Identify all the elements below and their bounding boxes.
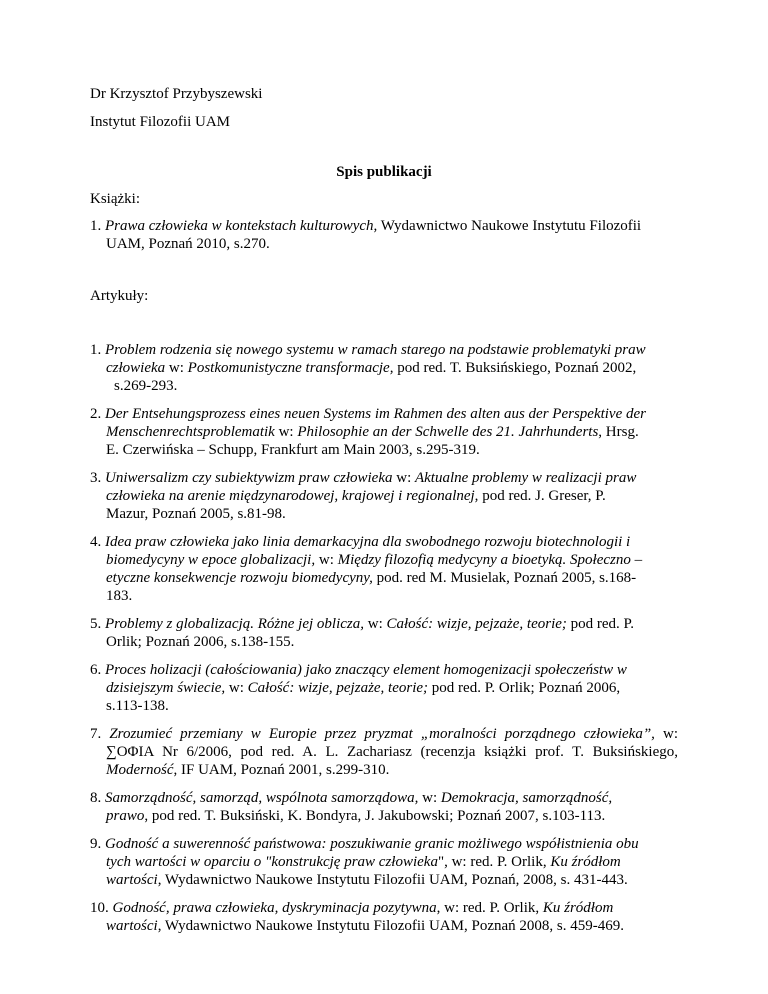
article-3-line-2: człowieka na arenie międzynarodowej, krajowej i regionalnej, pod red. J. Greser, P. bbox=[106, 488, 606, 504]
article-3-line-1: 3. Uniwersalizm czy subiektywizm praw człowieka w: Aktualne problemy w realizacji praw bbox=[90, 470, 637, 486]
article-6-line-1: 6. Proces holizacji (całościowania) jako znaczący element homogenizacji społeczeństw w bbox=[90, 662, 627, 678]
author-name: Dr Krzysztof Przybyszewski bbox=[90, 86, 263, 102]
article-1-line-1: 1. Problem rodzenia się nowego systemu w ramach starego na podstawie problematyki praw bbox=[90, 342, 646, 358]
article-9-line-1: 9. Godność a suwerenność państwowa: poszukiwanie granic możliwego współistnienia obu bbox=[90, 836, 639, 852]
article-6-line-3: s.113-138. bbox=[106, 698, 169, 714]
book-entry-1-line-2: UAM, Poznań 2010, s.270. bbox=[106, 236, 270, 252]
books-heading: Książki: bbox=[90, 191, 140, 207]
article-8-line-2: prawo, pod red. T. Buksiński, K. Bondyra, J. Jakubowski; Poznań 2007, s.103-113. bbox=[106, 808, 606, 824]
article-2-line-1: 2. Der Entsehungsprozess eines neuen Systems im Rahmen des alten aus der Perspektive der bbox=[90, 406, 646, 422]
article-9-line-2: tych wartości w oparciu o "konstrukcję praw człowieka", w: red. P. Orlik, Ku źródłom bbox=[106, 854, 621, 870]
article-2-line-3: E. Czerwińska – Schupp, Frankfurt am Main 2003, s.295-319. bbox=[106, 442, 480, 458]
article-1-line-2: człowieka w: Postkomunistyczne transformacje, pod red. T. Buksińskiego, Poznań 2002, bbox=[106, 360, 637, 376]
article-8-line-1: 8. Samorządność, samorząd, wspólnota samorządowa, w: Demokracja, samorządność, bbox=[90, 790, 613, 806]
book-entry-1-line-1: 1. Prawa człowieka w kontekstach kulturowych, Wydawnictwo Naukowe Instytutu Filozofii bbox=[90, 218, 642, 234]
article-4-line-3: etyczne konsekwencje rozwoju biomedycyny, pod. red M. Musielak, Poznań 2005, s.168- bbox=[106, 570, 637, 586]
article-7-line-2: ∑ΟΦΙΑ Nr 6/2006, pod red. A. L. Zachariasz (recenzja książki prof. T. Buksińskiego, bbox=[106, 744, 678, 760]
page-title: Spis publikacji bbox=[336, 164, 432, 180]
article-3-line-3: Mazur, Poznań 2005, s.81-98. bbox=[106, 506, 286, 522]
articles-heading: Artykuły: bbox=[90, 288, 149, 304]
article-2-line-2: Menschenrechtsproblematik w: Philosophie an der Schwelle des 21. Jahrhunderts, Hrsg. bbox=[106, 424, 639, 440]
article-10-line-2: wartości, Wydawnictwo Naukowe Instytutu Filozofii UAM, Poznań 2008, s. 459-469. bbox=[106, 918, 624, 934]
article-4-line-2: biomedycyny w epoce globalizacji, w: Między filozofią medycyny a bioetyką. Społeczno – bbox=[106, 552, 643, 568]
article-10-line-1: 10. Godność, prawa człowieka, dyskryminacja pozytywna, w: red. P. Orlik, Ku źródłom bbox=[90, 900, 614, 916]
article-5-line-2: Orlik; Poznań 2006, s.138-155. bbox=[106, 634, 295, 650]
article-1-line-3: s.269-293. bbox=[114, 378, 178, 394]
article-7-line-1: 7. Zrozumieć przemiany w Europie przez pryzmat „moralności porządnego człowieka”, w: bbox=[90, 726, 678, 742]
article-4-line-1: 4. Idea praw człowieka jako linia demarkacyjna dla swobodnego rozwoju biotechnologii i bbox=[90, 534, 631, 550]
article-7-line-3: Moderność, IF UAM, Poznań 2001, s.299-310. bbox=[106, 762, 390, 778]
article-6-line-2: dzisiejszym świecie, w: Całość: wizje, pejzaże, teorie; pod red. P. Orlik; Poznań 2006, bbox=[106, 680, 621, 696]
article-4-line-4: 183. bbox=[106, 588, 133, 604]
article-9-line-3: wartości, Wydawnictwo Naukowe Instytutu Filozofii UAM, Poznań, 2008, s. 431-443. bbox=[106, 872, 628, 888]
institute-name: Instytut Filozofii UAM bbox=[90, 114, 231, 130]
article-5-line-1: 5. Problemy z globalizacją. Różne jej oblicza, w: Całość: wizje, pejzaże, teorie; pod red. P. bbox=[90, 616, 634, 632]
